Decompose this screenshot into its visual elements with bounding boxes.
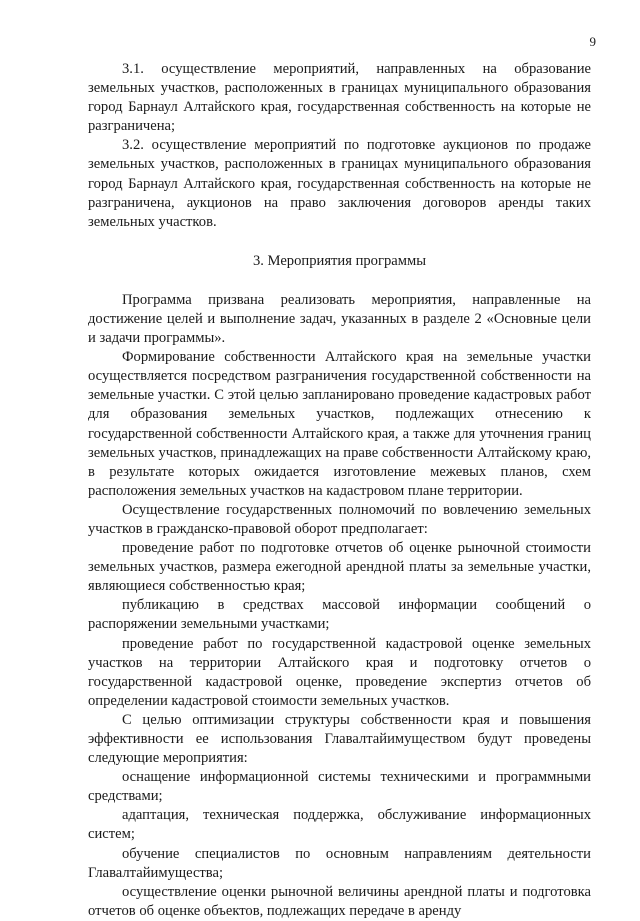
list-item-staff-training: обучение специалистов по основным направлениям деятельности Главалтайимущества; <box>88 845 591 881</box>
document-body <box>88 60 591 921</box>
paragraph-optimization: С целью оптимизации структуры собственности края и повышения эффективности ее использования Главалтайимуществом будут проведены следующие мероприятия: <box>88 711 591 767</box>
paragraph-state-powers: Осуществление государственных полномочий по вовлечению земельных участков в гражданско-правовой оборот предполагает: <box>88 501 591 537</box>
section-heading: 3. Мероприятия программы <box>252 252 427 269</box>
paragraph-3-1: 3.1. осуществление мероприятий, направленных на образование земельных участков, расположенных в границах муниципального образования город Барнаул Алтайского края, государственная собственность на которые не разграничена; <box>88 61 591 135</box>
list-item-system-support: адаптация, техническая поддержка, обслуживание информационных систем; <box>88 807 591 843</box>
list-item-market-valuation: проведение работ по подготовке отчетов об оценке рыночной стоимости земельных участков, размера ежегодной арендной платы за земельные участки, являющиеся собственностью края; <box>88 540 591 595</box>
list-item-cadastral-valuation: проведение работ по государственной кадастровой оценке земельных участков на территории Алтайского края и подготовку отчетов о государственной кадастровой оценке, проведение экспертиз отчетов об определении кадастровой стоимости земельных участков. <box>88 635 591 709</box>
paragraph-property-formation: Формирование собственности Алтайского края на земельные участки осуществляется посредством разграничения государственной собственности на земельные участки. С этой целью запланировано проведение кадастровых работ для образования земельных участков, подлежащих отнесению к государственной собственности Алтайского края, а также для уточнения границ земельных участков, принадлежащих на праве собственности Алтайскому краю, в результате которых ожидается изготовление межевых планов, схем расположения земельных участков на кадастровом плане территории. <box>88 349 591 499</box>
paragraph-program-purpose: Программа призвана реализовать мероприятия, направленные на достижение целей и выполнение задач, указанных в разделе 2 «Основные цели и задачи программы». <box>88 291 591 347</box>
list-item-rent-valuation: осуществление оценки рыночной величины арендной платы и подготовка отчетов об оценке объектов, подлежащих передаче в аренду <box>88 883 591 919</box>
list-item-media-publication: публикацию в средствах массовой информации сообщений о распоряжении земельными участками; <box>88 597 591 633</box>
paragraph-3-2: 3.2. осуществление мероприятий по подготовке аукционов по продаже земельных участков, расположенных в границах муниципального образования город Барнаул Алтайского края, государственная собственность на которые не разграничена, аукционов на право заключения договоров аренды таких земельных участков. <box>88 137 591 230</box>
page-number: 9 <box>589 34 596 49</box>
list-item-info-system-equipment: оснащение информационной системы техническими и программными средствами; <box>88 769 591 805</box>
